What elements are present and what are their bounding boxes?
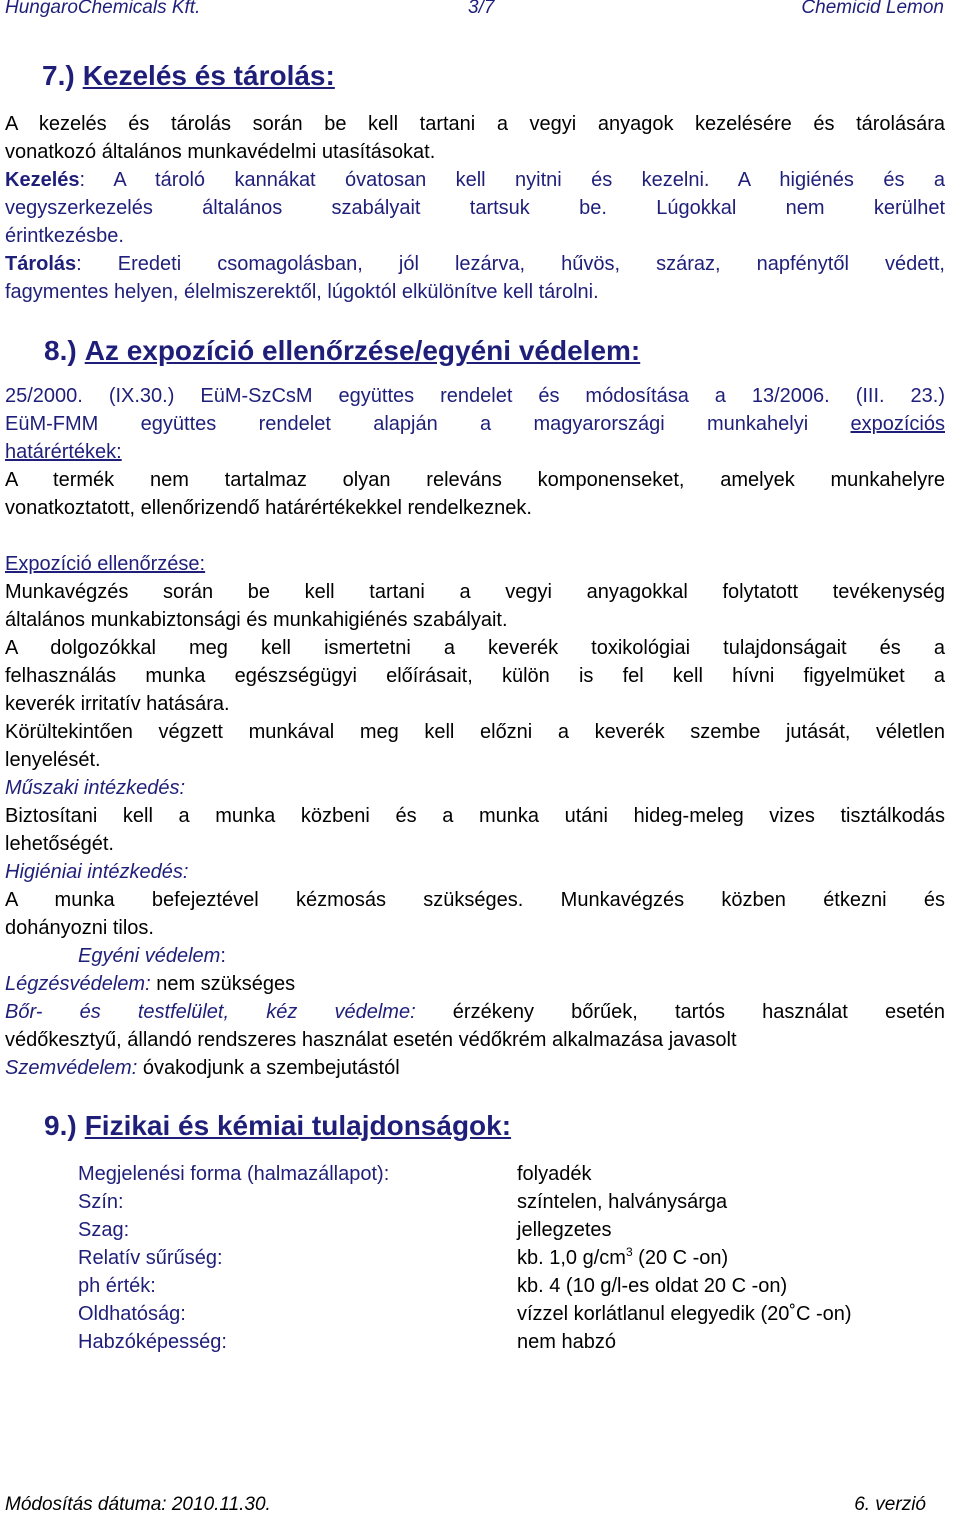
product-name: Chemicid Lemon (801, 0, 944, 18)
skin-protection-end (5, 1026, 945, 1054)
regulation-line-2 (5, 410, 945, 438)
property-label: ph érték: (78, 1275, 156, 1297)
respiratory-label: Légzésvédelem: (5, 973, 151, 995)
limits-paragraph-2 (5, 494, 945, 522)
exposure-heading-text: Expozíció ellenőrzése: (5, 553, 206, 575)
page-header (5, 0, 944, 26)
storage-paragraph-2 (5, 278, 945, 306)
eye-label: Szemvédelem: (5, 1057, 138, 1079)
text-line: Biztosítani kell a munka közbeni és a munka utáni hideg-meleg vizes tisztálkodás (5, 805, 945, 827)
text-line: A dolgozókkal meg kell ismertetni a keverék toxikológiai tulajdonságait és a (5, 637, 945, 659)
property-value: nem habzó (517, 1331, 616, 1353)
text-line: Körültekintően végzett munkával meg kell előzni a keverék szembe jutását, véletlen (5, 721, 945, 743)
modification-date: Módosítás dátuma: 2010.11.30. (5, 1494, 271, 1515)
property-label: Relatív sűrűség: (78, 1247, 223, 1269)
text-line: A termék nem tartalmaz olyan releváns komponenseket, amelyek munkahelyre (5, 469, 945, 491)
hygiene-paragraph (5, 886, 945, 914)
ppe-heading-colon: : (220, 945, 226, 967)
density-condition: (20 C -on) (632, 1247, 729, 1269)
property-label: Szag: (78, 1219, 130, 1241)
page-number: 3/7 (468, 0, 495, 18)
property-label: Megjelenési forma (halmazállapot): (78, 1163, 390, 1185)
property-label: Habzóképesség: (78, 1331, 227, 1353)
company-name: HungaroChemicals Kft. (5, 0, 201, 18)
technical-heading-text: Műszaki intézkedés: (5, 777, 186, 799)
storage-paragraph (5, 250, 945, 278)
text-line: védőkesztyű, állandó rendszeres használat esetén védőkrém alkalmazása javasolt (5, 1029, 737, 1051)
property-row (78, 1188, 938, 1216)
text-line: A kezelés és tárolás során be kell tartani a vegyi anyagok kezelésére és tárolására (5, 113, 945, 135)
respiratory-value: nem szükséges (150, 973, 296, 995)
text-line: dohányozni tilos. (5, 917, 154, 939)
exposure-paragraph-3-end (5, 746, 945, 774)
text-line: 25/2000. (IX.30.) EüM-SzCsM együttes rendelet és módosítása a 13/2006. (III. 23.) (5, 385, 945, 407)
section-number: 7.) (42, 60, 75, 91)
ppe-heading-text: Egyéni védelem (78, 945, 221, 967)
hygiene-heading (5, 858, 945, 886)
property-label: Szín: (78, 1191, 124, 1213)
page-footer (5, 1494, 926, 1518)
handling-paragraph-3 (5, 222, 945, 250)
technical-heading (5, 774, 945, 802)
text-line: vonatkoztatott, ellenőrizendő határértékekkel rendelkeznek. (5, 497, 532, 519)
section-number: 9.) (44, 1110, 77, 1141)
text-line: vonatkozó általános munkavédelmi utasításokat. (5, 141, 436, 163)
skin-value: érzékeny bőrűek, tartós használat esetén (415, 1001, 945, 1023)
section-title: Fizikai és kémiai tulajdonságok: (84, 1110, 512, 1141)
text-line-underlined: expozíciós (850, 413, 945, 435)
property-value: jellegzetes (517, 1219, 612, 1241)
text-line: : A tároló kannákat óvatosan kell nyitni és kezelni. A higiénés és a (79, 169, 945, 191)
ppe-heading (78, 942, 938, 970)
section-title: Kezelés és tárolás: (82, 60, 335, 91)
text-line: Munkavégzés során be kell tartani a vegyi anyagokkal folytatott tevékenység (5, 581, 945, 603)
text-line: : Eredeti csomagolásban, jól lezárva, hűvös, száraz, napfénytől védett, (76, 253, 945, 275)
section-title: Az expozíció ellenőrzése/egyéni védelem: (84, 335, 641, 366)
property-row (78, 1244, 938, 1272)
property-row (78, 1300, 938, 1328)
text-line: felhasználás munka egészségügyi előírásait, külön is fel kell hívni figyelmüket a (5, 665, 945, 687)
property-value: vízzel korlátlanul elegyedik (20˚C -on) (517, 1303, 852, 1325)
text-line: A munka befejeztével kézmosás szükséges. Munkavégzés közben étkezni és (5, 889, 945, 911)
regulation-line-3 (5, 438, 945, 466)
property-value (517, 1244, 728, 1272)
respiratory-protection (5, 970, 945, 998)
section-9-heading (44, 1110, 511, 1142)
text-line: EüM-FMM együttes rendelet alapján a magyarországi munkahelyi (5, 413, 851, 435)
section-7-intro-end (5, 138, 945, 166)
property-row (78, 1328, 938, 1356)
text-line: érintkezésbe. (5, 225, 124, 247)
property-value: kb. 4 (10 g/l-es oldat 20 C -on) (517, 1275, 788, 1297)
technical-paragraph (5, 802, 945, 830)
limits-paragraph (5, 466, 945, 494)
skin-label: Bőr- és testfelület, kéz védelme: (5, 1001, 416, 1023)
handling-paragraph (5, 166, 945, 194)
technical-paragraph-end (5, 830, 945, 858)
property-label: Oldhatóság: (78, 1303, 186, 1325)
text-line: fagymentes helyen, élelmiszerektől, lúgoktól elkülönítve kell tárolni. (5, 281, 599, 303)
exposure-paragraph-2-line-2 (5, 662, 945, 690)
text-line: általános munkabiztonsági és munkahigiénés szabályait. (5, 609, 508, 631)
eye-protection (5, 1054, 945, 1082)
exposure-heading (5, 550, 945, 578)
exposure-paragraph-3 (5, 718, 945, 746)
exposure-paragraph-2 (5, 634, 945, 662)
regulation-line-1 (5, 382, 945, 410)
properties-table (78, 1160, 938, 1356)
skin-protection (5, 998, 945, 1026)
hygiene-heading-text: Higiéniai intézkedés: (5, 861, 189, 883)
version-label: 6. verzió (854, 1494, 926, 1515)
density-exponent: 3 (625, 1245, 633, 1259)
text-line: lenyelését. (5, 749, 101, 771)
exposure-paragraph-1-end (5, 606, 945, 634)
section-8-heading (44, 335, 640, 367)
section-7-intro (5, 110, 945, 138)
text-line: keverék irritatív hatására. (5, 693, 230, 715)
section-number: 8.) (44, 335, 77, 366)
property-row (78, 1160, 938, 1188)
exposure-paragraph-2-end (5, 690, 945, 718)
text-line: lehetőségét. (5, 833, 114, 855)
property-row (78, 1216, 938, 1244)
limits-heading: határértékek: (5, 441, 122, 463)
text-line: vegyszerkezelés általános szabályait tartsuk be. Lúgokkal nem kerülhet (5, 197, 945, 219)
eye-value: óvakodjunk a szembejutástól (137, 1057, 400, 1079)
property-row (78, 1272, 938, 1300)
handling-label: Kezelés (5, 169, 80, 191)
handling-paragraph-2 (5, 194, 945, 222)
exposure-paragraph-1 (5, 578, 945, 606)
property-value: folyadék (517, 1163, 592, 1185)
hygiene-paragraph-end (5, 914, 945, 942)
density-value: kb. 1,0 g/cm (517, 1247, 626, 1269)
section-7-heading (42, 60, 335, 92)
storage-label: Tárolás (5, 253, 77, 275)
property-value: színtelen, halványsárga (517, 1191, 728, 1213)
